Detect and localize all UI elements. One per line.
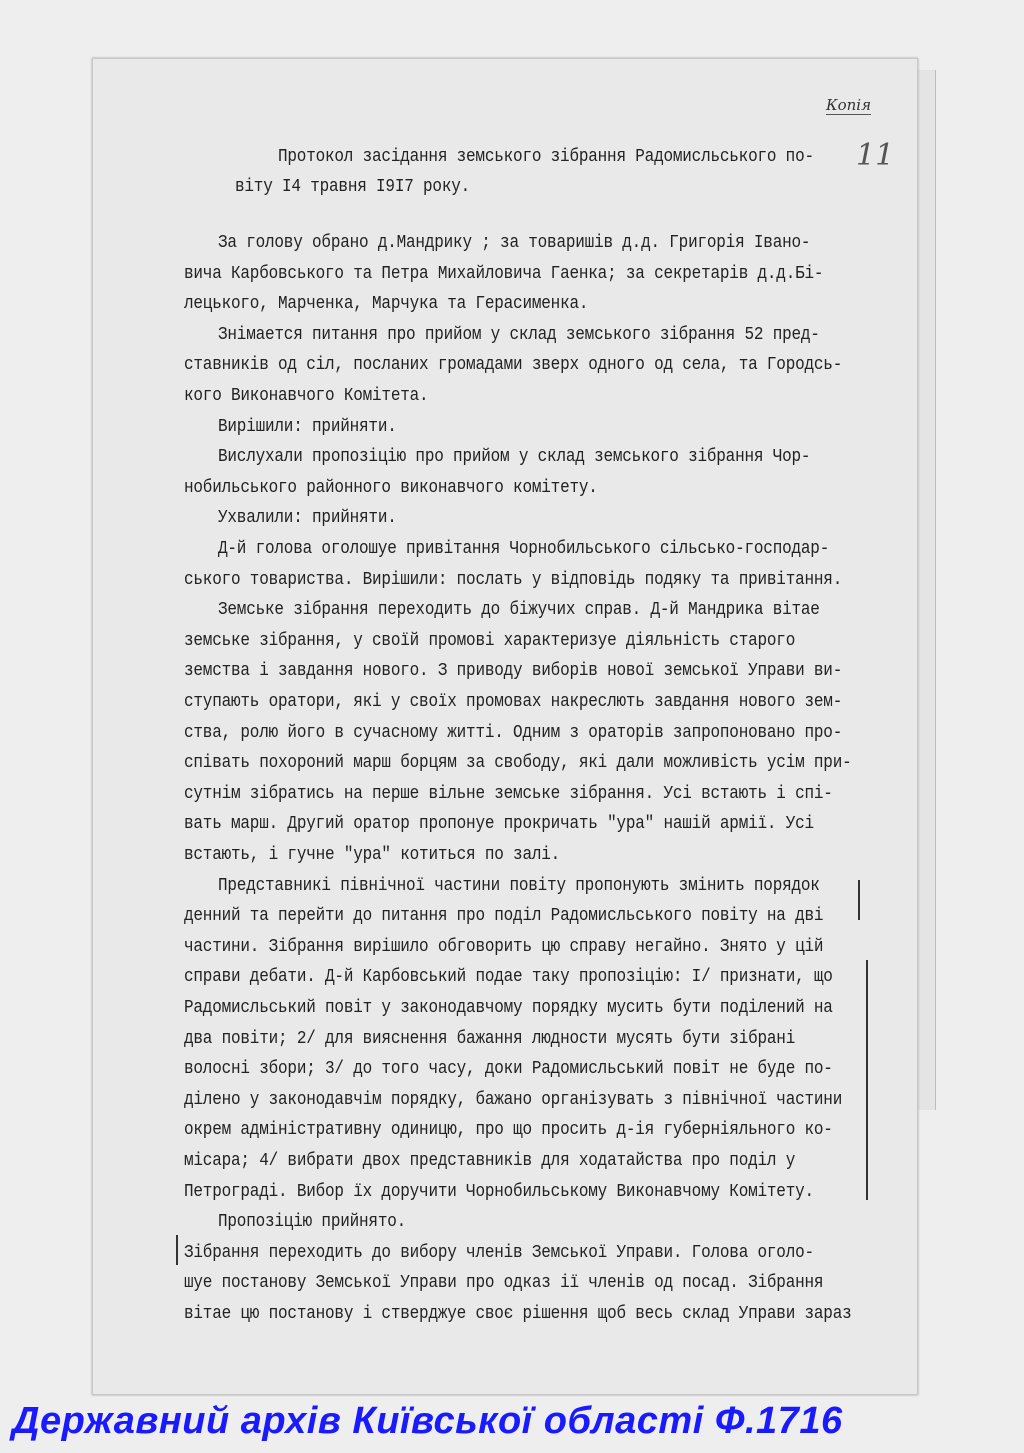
document-line: вича Карбовського та Петра Михайловича Гаенка; за секретарів д.д.Бі- xyxy=(184,262,824,284)
document-line: вітае цю постанову і стверджуе своє рішення щоб весь склад Управи зараз xyxy=(184,1303,852,1324)
document-line: два повіти; 2/ для вияснення бажання людности мусять бути зібрані xyxy=(184,1027,796,1049)
document-line: встають, і гучне "ура" котиться по залі. xyxy=(184,844,561,865)
document-line: Пропозіцію прийнято. xyxy=(218,1211,407,1232)
document-line: Ухвалили: прийняти. xyxy=(218,507,397,529)
archive-caption: Державний архів Київської області Ф.1716 xyxy=(12,1400,843,1442)
document-line: нобильського районного виконавчого комітету. xyxy=(184,476,598,498)
document-line: ського товариства. Вирішили: послать у відповідь подяку та привітання. xyxy=(184,568,843,590)
document-line: ступають оратори, які у своїх промовах накреслють завдання нового зем- xyxy=(184,691,843,712)
document-line: Зібрання переходить до вибору членів Земської Управи. Голова оголо- xyxy=(184,1241,814,1263)
document-line: Д-й голова оголошуе привітання Чорнобильського сільсько-господар- xyxy=(218,538,830,559)
margin-mark xyxy=(176,1235,178,1265)
document-line: ділено у законодавчім порядку, бажано організувать з північної частини xyxy=(184,1088,843,1110)
document-line: земське зібрання, у своїй промові характеризуе діяльність старого xyxy=(184,629,796,651)
document-title-line-2: віту I4 травня I9I7 року. xyxy=(235,176,471,197)
document-line: волосні збори; 3/ до того часу, доки Радомисльський повіт не буде по- xyxy=(184,1058,833,1079)
document-line: кого Виконавчого Комітета. xyxy=(184,385,429,406)
document-line: ства, ролю його в сучасному житті. Одним з ораторів запропоновано про- xyxy=(184,721,843,743)
document-line: сутнім зібратись на перше вільне земське зібрання. Усі встають і спі- xyxy=(184,782,833,804)
document-line: Вирішили: прийняти. xyxy=(218,415,397,437)
document-line: Радомисльський повіт у законодавчому порядку мусить бути поділений на xyxy=(184,997,833,1018)
document-line: денний та перейти до питання про поділ Радомисльського повіту на дві xyxy=(184,905,824,926)
document-title-line-1: Протокол засідання земського зібрання Радомисльського по- xyxy=(278,146,814,167)
document-line: окрем адміністративну одиницю, про що просить д-ія губерніяльного ко- xyxy=(184,1119,833,1141)
document-line: співать похороний марш борцям за свободу, які дали можливість усім при- xyxy=(184,752,852,773)
document-line: Земське зібрання переходить до біжучих справ. Д-й Мандрика вітае xyxy=(218,599,820,620)
document-line: Вислухали пропозіцію про прийом у склад земського зібрання Чор- xyxy=(218,446,811,467)
document-line: Петрограді. Вибор їх доручити Чорнобильському Виконавчому Комітету. xyxy=(184,1180,814,1202)
document-line: земства і завдання нового. З приводу виборів нової земської Управи ви- xyxy=(184,660,843,682)
document-line: ставників од сіл, посланих громадами зверх одного од села, та Городсь- xyxy=(184,354,843,376)
document-line: Знімается питання про прийом у склад земського зібрання 52 пред- xyxy=(218,323,820,345)
margin-mark xyxy=(866,960,868,1200)
document-line: лецького, Марченка, Марчука та Герасименка. xyxy=(184,293,589,314)
copy-annotation: Копія xyxy=(826,96,872,114)
document-line: справи дебати. Д-й Карбовський подае таку пропозіцію: I/ признати, що xyxy=(184,966,833,988)
document-line: місара; 4/ вибрати двох представників для ходатайства про поділ у xyxy=(184,1150,796,1171)
page-number: 11 xyxy=(856,138,895,173)
document-line: шуе постанову Земської Управи про одказ ії членів од посад. Зібрання xyxy=(184,1272,824,1294)
document-line: вать марш. Другий оратор пропонуе прокричать "ура" нашій армії. Усі xyxy=(184,813,814,835)
document-line: частини. Зібрання вирішило обговорить цю справу негайно. Знято у цій xyxy=(184,935,824,957)
document-line: Представникі північної частини повіту пропонують змінить порядок xyxy=(218,874,820,896)
margin-mark xyxy=(858,880,860,920)
document-line: За голову обрано д.Мандрику ; за товаришів д.д. Григорія Івано- xyxy=(218,232,811,253)
